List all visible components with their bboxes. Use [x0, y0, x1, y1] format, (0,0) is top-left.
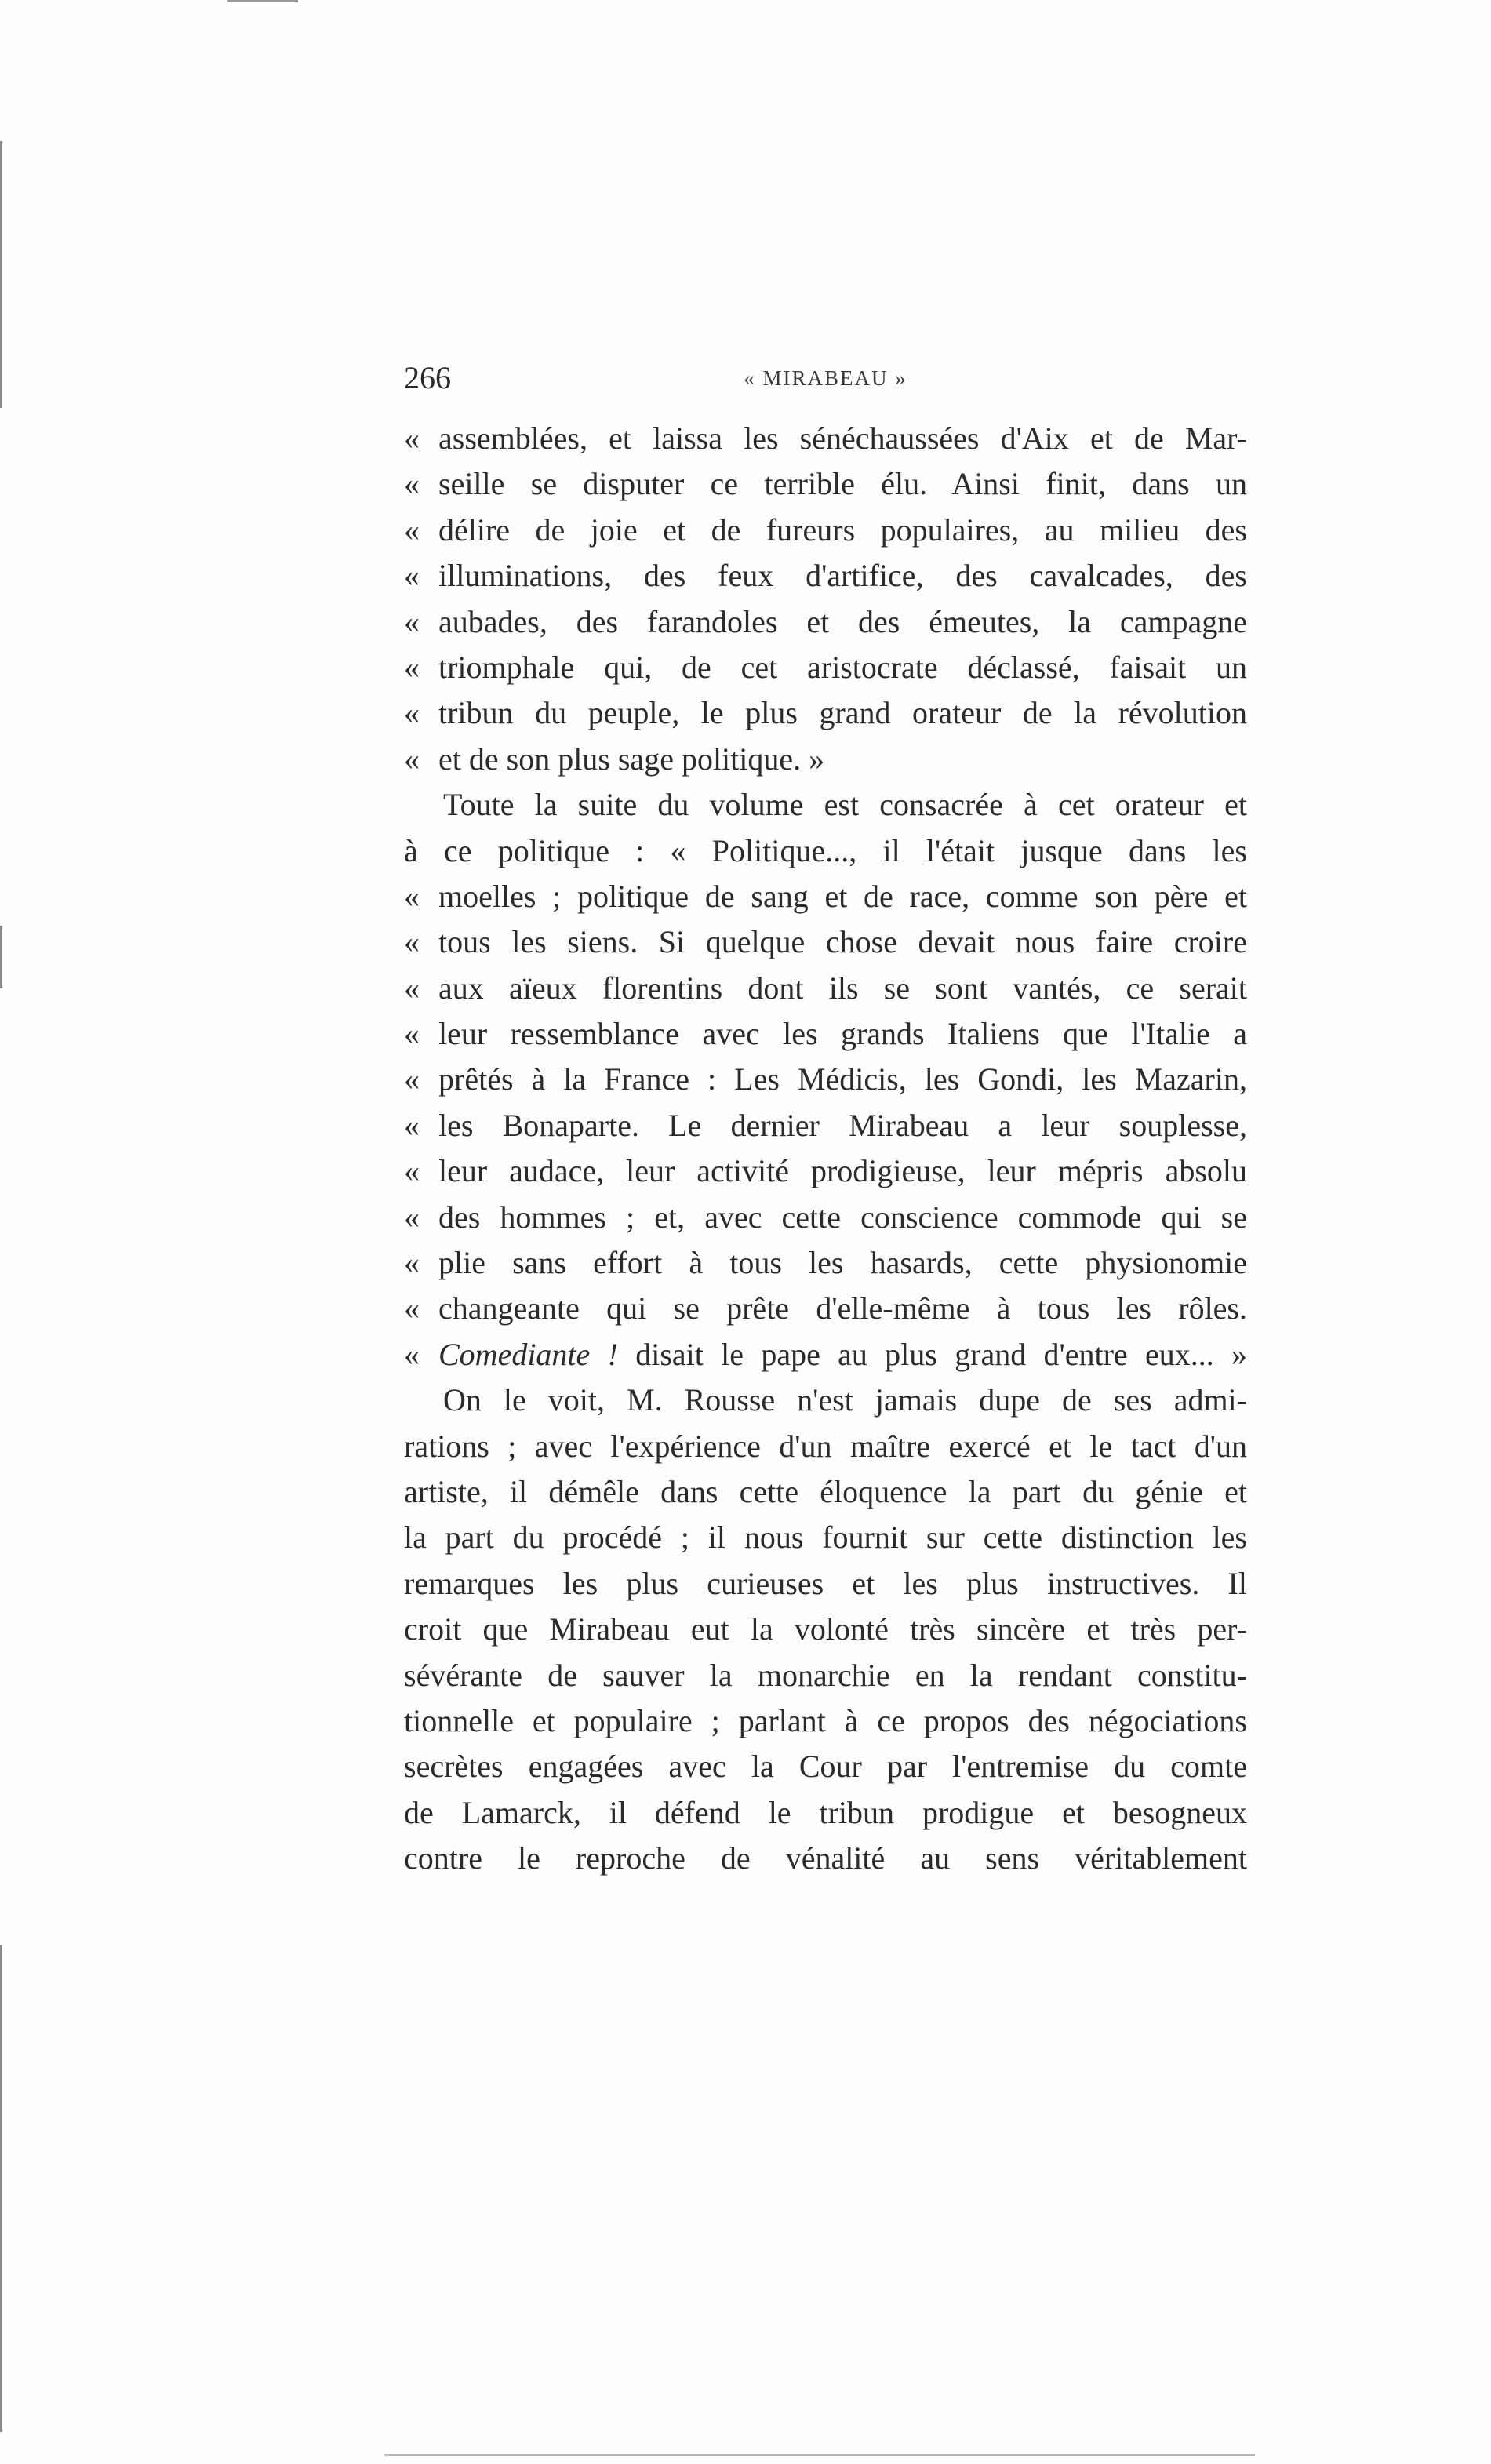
quote-mark: « [404, 558, 420, 594]
quote-mark: « [404, 970, 420, 1006]
scan-bottom-rule [384, 2454, 1255, 2456]
text-line [404, 1103, 1247, 1148]
text-line [404, 1836, 1247, 1881]
line-text: tous les siens. Si quelque chose devait nous faire croire [438, 924, 1247, 960]
text-line [404, 416, 1247, 461]
scan-margin-line [0, 926, 2, 988]
quote-mark: « [404, 603, 420, 639]
quote-mark: « [404, 878, 420, 914]
line-text: secrètes engagées avec la Cour par l'entremise du comte [404, 1749, 1247, 1785]
quote-mark: « [404, 511, 420, 548]
italic-quote: Comediante ! [438, 1336, 618, 1372]
text-line [404, 828, 1247, 874]
quote-mark: « [404, 420, 420, 456]
body-text [404, 416, 1247, 1882]
line-text: aux aïeux florentins dont ils se sont vantés, ce serait [438, 970, 1247, 1006]
line-text: disait le pape au plus grand d'entre eux... » [617, 1336, 1247, 1372]
line-text: illuminations, des feux d'artifice, des cavalcades, des [438, 558, 1247, 594]
text-line [404, 874, 1247, 919]
quote-mark: « [404, 924, 420, 960]
text-line [404, 1286, 1247, 1331]
quote-mark: « [404, 1153, 420, 1189]
line-text: changeante qui se prête d'elle-même à tous les rôles. [438, 1290, 1247, 1327]
line-text: triomphale qui, de cet aristocrate déclassé, faisait un [438, 649, 1247, 685]
line-text: de Lamarck, il défend le tribun prodigue et besogneux [404, 1794, 1247, 1830]
text-line [404, 1148, 1247, 1194]
quote-mark: « [404, 1107, 420, 1143]
line-text: croit que Mirabeau eut la volonté très sincère et très per- [404, 1611, 1247, 1647]
line-text: moelles ; politique de sang et de race, comme son père et [438, 878, 1247, 914]
text-line [404, 1195, 1247, 1240]
line-text: délire de joie et de fureurs populaires, au milieu des [438, 511, 1247, 548]
paragraph-first-line [404, 1378, 1247, 1423]
line-text: à ce politique : « Politique..., il l'était jusque dans les [404, 832, 1247, 868]
quote-mark: « [404, 1290, 420, 1327]
text-line [404, 1515, 1247, 1560]
quote-mark: « [404, 741, 420, 777]
line-text: tribun du peuple, le plus grand orateur de la révolution [438, 695, 1247, 731]
text-line [404, 1790, 1247, 1836]
text-line [404, 1698, 1247, 1744]
scan-margin-line [0, 141, 2, 408]
line-text: seille se disputer ce terrible élu. Ainsi finit, dans un [438, 466, 1247, 502]
quote-mark: « [404, 1016, 420, 1052]
text-line [404, 645, 1247, 690]
line-text: On le voit, M. Rousse n'est jamais dupe de ses admi- [443, 1382, 1247, 1418]
page-number: 266 [404, 360, 451, 395]
running-title: « MIRABEAU » [744, 366, 907, 390]
line-text: assemblées, et laissa les sénéchaussées d'Aix et de Mar- [438, 420, 1247, 456]
text-line [404, 1653, 1247, 1698]
text-line [404, 553, 1247, 599]
text-line [404, 1561, 1247, 1607]
line-text-mixed [438, 1332, 1247, 1378]
text-line [404, 461, 1247, 507]
text-line [404, 599, 1247, 645]
line-text: Toute la suite du volume est consacrée à cet orateur et [443, 787, 1247, 823]
line-text: sévérante de sauver la monarchie en la rendant constitu- [404, 1657, 1247, 1693]
line-text: la part du procédé ; il nous fournit sur cette distinction les [404, 1520, 1247, 1556]
text-line [404, 1424, 1247, 1469]
quote-mark: « [404, 1336, 420, 1372]
text-line [404, 1469, 1247, 1515]
quote-mark: « [404, 649, 420, 685]
text-line [404, 966, 1247, 1011]
quote-mark: « [404, 466, 420, 502]
line-text: aubades, des farandoles et des émeutes, la campagne [438, 603, 1247, 639]
line-text: leur ressemblance avec les grands Italiens que l'Italie a [438, 1016, 1247, 1052]
line-text: et de son plus sage politique. » [438, 741, 825, 777]
page-header [404, 355, 1247, 402]
line-text: leur audace, leur activité prodigieuse, leur mépris absolu [438, 1153, 1247, 1189]
text-line [404, 1057, 1247, 1102]
text-line [404, 737, 1247, 782]
text-line [404, 1744, 1247, 1789]
scan-margin-line [0, 1945, 2, 2432]
text-line [404, 1332, 1247, 1378]
paragraph-first-line [404, 782, 1247, 828]
quote-mark: « [404, 1199, 420, 1235]
text-line [404, 1607, 1247, 1652]
quote-mark: « [404, 1245, 420, 1281]
line-text: prêtés à la France : Les Médicis, les Gondi, les Mazarin, [438, 1061, 1247, 1097]
line-text: des hommes ; et, avec cette conscience commode qui se [438, 1199, 1247, 1235]
quote-mark: « [404, 695, 420, 731]
text-line [404, 1240, 1247, 1286]
line-text: artiste, il démêle dans cette éloquence la part du génie et [404, 1473, 1247, 1509]
quote-mark: « [404, 1061, 420, 1097]
text-line [404, 1011, 1247, 1057]
text-line [404, 919, 1247, 965]
line-text: plie sans effort à tous les hasards, cette physionomie [438, 1245, 1247, 1281]
line-text: remarques les plus curieuses et les plus instructives. Il [404, 1565, 1247, 1601]
text-line [404, 508, 1247, 553]
line-text: les Bonaparte. Le dernier Mirabeau a leur souplesse, [438, 1107, 1247, 1143]
line-text: contre le reproche de vénalité au sens véritablement [404, 1840, 1247, 1876]
line-text: tionnelle et populaire ; parlant à ce propos des négociations [404, 1702, 1247, 1738]
line-text: rations ; avec l'expérience d'un maître exercé et le tact d'un [404, 1428, 1247, 1464]
scan-artifact-top [227, 0, 298, 2]
text-line [404, 690, 1247, 736]
